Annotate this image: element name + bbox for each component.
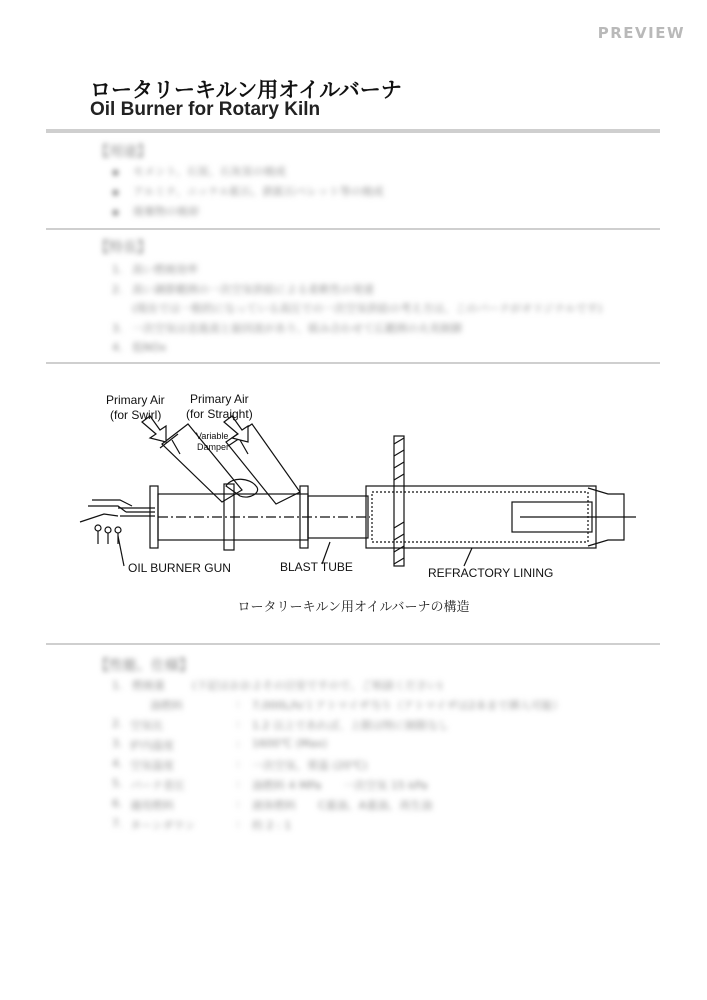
label-variable: Variable <box>196 431 229 441</box>
feature-item-note: (現在では一般的になっている高圧での一次空気供給の考え方は、このバーナがオリジナルです) <box>132 302 603 315</box>
label-blast-tube: BLAST TUBE <box>280 560 353 574</box>
section-divider <box>46 362 660 364</box>
burner-structure-diagram <box>0 380 707 594</box>
diagram-caption: ロータリーキルン用オイルバーナの構造 <box>237 600 470 615</box>
application-item: ◆ 廃棄物の焼却 <box>112 203 199 219</box>
specs-heading: 【性能、仕様】 <box>95 658 193 674</box>
application-item: ◆ セメント、石炭、石灰炭の焼成 <box>112 163 286 179</box>
applications-heading: 【用途】 <box>95 144 151 160</box>
section-divider <box>46 228 660 230</box>
features-heading: 【特長】 <box>95 240 151 256</box>
burner-drawing <box>0 380 707 590</box>
page-title-japanese: ロータリーキルン用オイルバーナ <box>90 78 402 102</box>
feature-item: 4. 低NOx <box>112 341 167 354</box>
preview-watermark: PREVIEW <box>597 24 685 42</box>
label-damper: Damper <box>197 442 230 452</box>
application-item: ◆ アルミナ、ニッケル鉱石、鉄鉱石ペレット等の焼成 <box>112 183 384 199</box>
feature-item: 1. 高い燃焼効率 <box>112 263 198 276</box>
title-divider <box>46 129 660 133</box>
label-oil-burner-gun: OIL BURNER GUN <box>128 561 231 575</box>
feature-item: 3. 一次空気は直進流と旋回流があり、組み合わせて広範囲の火炎制御 <box>112 322 462 335</box>
section-divider <box>46 643 660 645</box>
page-title-english: Oil Burner for Rotary Kiln <box>90 99 321 120</box>
label-primary-air-straight: Primary Air <box>190 392 249 406</box>
label-primary-air-swirl: Primary Air <box>106 393 165 407</box>
label-refractory-lining: REFRACTORY LINING <box>428 566 554 580</box>
spec-item: 1. 燃焼量 (下記はおおよその目安ですので、ご相談ください) <box>112 679 443 692</box>
feature-item: 2. 高い調節範囲の一次空気供給による柔軟性の発達 <box>112 283 374 296</box>
label-for-swirl: (for Swirl) <box>110 408 162 422</box>
label-for-straight: (for Straight) <box>186 407 253 421</box>
